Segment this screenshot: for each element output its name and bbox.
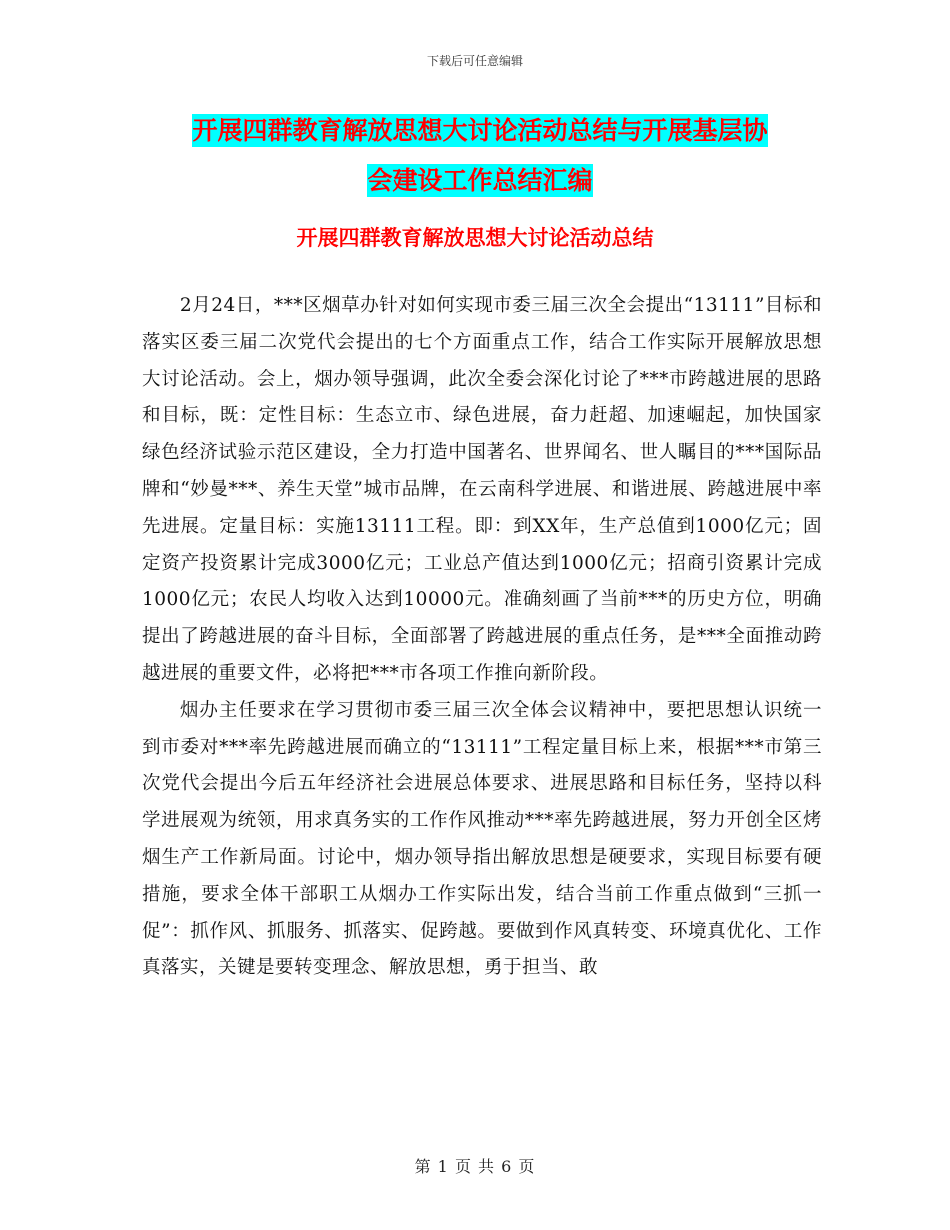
header-note: 下载后可任意编辑 [426,54,523,68]
body-paragraph: 2月24日，***区烟草办针对如何实现市委三届三次全会提出“13111”目标和落实区委三届二次党代会提出的七个方面重点工作，结合工作实际开展解放思想大讨论活动。会上，烟办领导强调，此次全委会深化讨论了***市跨越进展的思路和目标，既：定性目标：生态立市、绿色进展，奋力赶超、加速崛起，加快国家绿色经济试验示范区建设，全力打造中国著名、世界闻名、世人瞩目的***国际品牌和“妙曼***、养生天堂”城市品牌，在云南科学进展、和谐进展、跨越进展中率先进展。定量目标：实施13111工程。即：到XX年，生产总值到1000亿元；固定资产投资累计完成3000亿元；工业总产值达到1000亿元；招商引资累计完成1000亿元；农民人均收入达到10000元。准确刻画了当前***的历史方位，明确提出了跨越进展的奋斗目标，全面部署了跨越进展的重点任务，是***全面推动跨越进展的重要文件，必将把***市各项工作推向新阶段。 [142,295,822,684]
document-main-title [150,106,810,206]
main-title-line-1: 开展四群教育解放思想大讨论活动总结与开展基层协 [192,116,768,145]
document-body [142,288,822,987]
body-paragraph: 烟办主任要求在学习贯彻市委三届三次全体会议精神中，要把思想认识统一到市委对***率先跨越进展而确立的“13111”工程定量目标上来，根据***市第三次党代会提出今后五年经济社会进展总体要求、进展思路和目标任务，坚持以科学进展观为统领，用求真务实的工作作风推动***率先跨越进展，努力开创全区烤烟生产工作新局面。讨论中，烟办领导指出解放思想是硬要求，实现目标要有硬措施，要求全体干部职工从烟办工作实际出发，结合当前工作重点做到“三抓一促”：抓作风、抓服务、抓落实、促跨越。要做到作风真转变、环境真优化、工作真落实，关键是要转变理念、解放思想，勇于担当、敢 [142,699,822,979]
page-number-footer: 第 1 页 共 6 页 [414,1157,536,1176]
main-title-line-2: 会建设工作总结汇编 [367,166,593,195]
section-title: 开展四群教育解放思想大讨论活动总结 [296,226,654,250]
